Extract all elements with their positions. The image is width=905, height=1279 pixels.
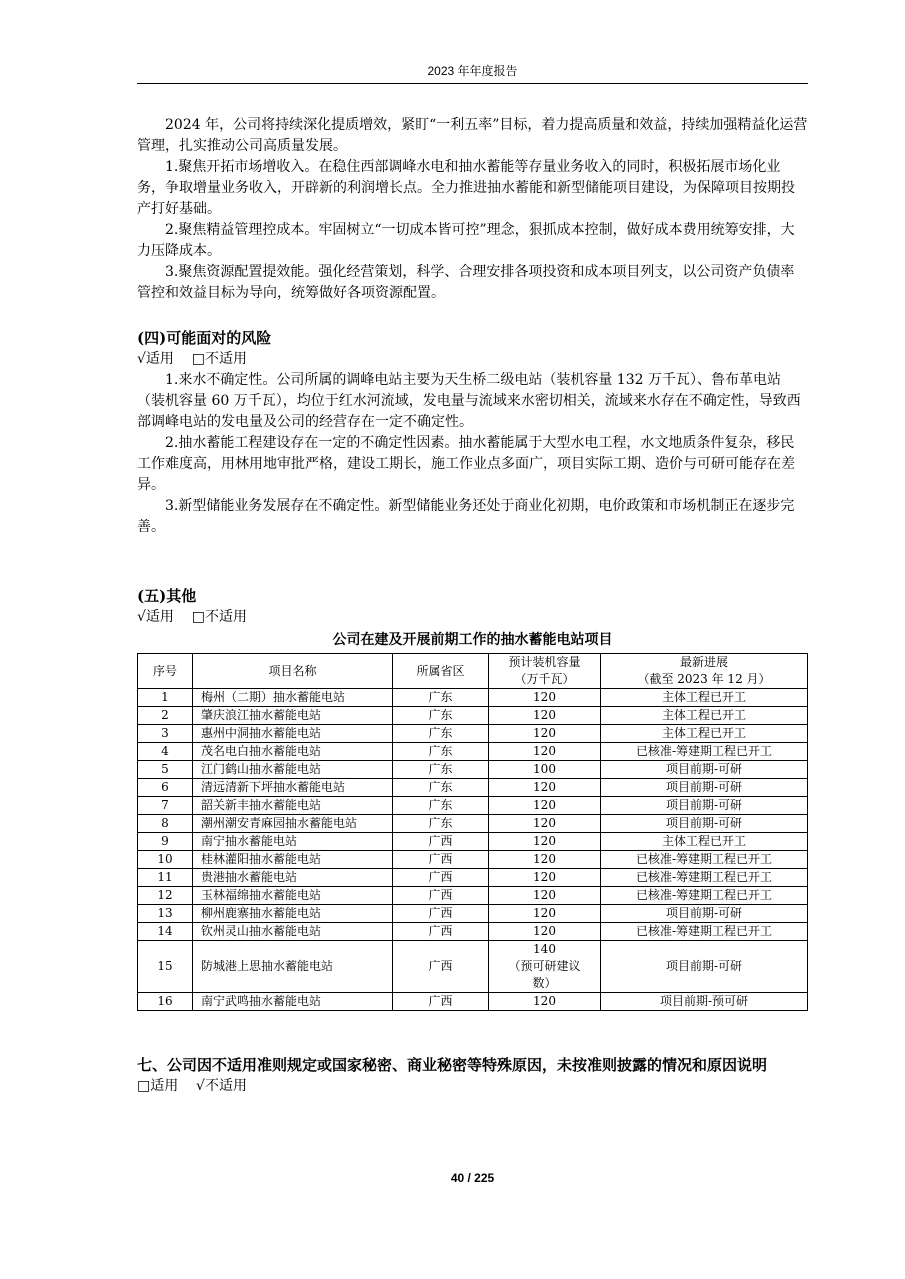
not-applicable-option: □不适用 <box>191 351 247 367</box>
cell-no: 14 <box>138 923 193 941</box>
table-row <box>138 869 808 887</box>
table-row <box>138 923 808 941</box>
cell-no: 4 <box>138 743 193 761</box>
cell-capacity: 120 <box>489 707 601 725</box>
cell-name: 桂林灌阳抽水蓄能电站 <box>193 851 393 869</box>
cell-name: 惠州中洞抽水蓄能电站 <box>193 725 393 743</box>
cell-name: 南宁武鸣抽水蓄能电站 <box>193 993 393 1011</box>
cell-progress: 已核准-筹建期工程已开工 <box>601 743 808 761</box>
cell-name: 韶关新丰抽水蓄能电站 <box>193 797 393 815</box>
cell-progress: 项目前期-可研 <box>601 761 808 779</box>
cell-name: 钦州灵山抽水蓄能电站 <box>193 923 393 941</box>
applicable-option: √适用 <box>137 609 174 625</box>
applicable-option: √适用 <box>137 351 174 367</box>
cell-capacity: 120 <box>489 851 601 869</box>
cell-province: 广西 <box>393 887 489 905</box>
undisclosed-section <box>137 1055 808 1097</box>
applicability-line <box>137 607 808 628</box>
section-heading: (四)可能面对的风险 <box>137 329 272 347</box>
cell-province: 广东 <box>393 815 489 833</box>
cell-province: 广西 <box>393 993 489 1011</box>
cell-capacity: 120 <box>489 905 601 923</box>
cell-province: 广西 <box>393 851 489 869</box>
header-capacity: 预计装机容量 （万千瓦） <box>489 654 601 689</box>
section-heading: 七、公司因不适用准则规定或国家秘密、商业秘密等特殊原因，未按准则披露的情况和原因说明 <box>137 1056 768 1074</box>
cell-capacity: 120 <box>489 797 601 815</box>
cell-name: 茂名电白抽水蓄能电站 <box>193 743 393 761</box>
cell-no: 12 <box>138 887 193 905</box>
applicable-option: □适用 <box>137 1078 179 1094</box>
cell-no: 2 <box>138 707 193 725</box>
cell-capacity: 120 <box>489 779 601 797</box>
table-row <box>138 689 808 707</box>
not-applicable-option: □不适用 <box>191 609 247 625</box>
cell-province: 广东 <box>393 707 489 725</box>
cell-progress: 已核准-筹建期工程已开工 <box>601 887 808 905</box>
pumped-storage-table <box>137 653 808 1011</box>
intro-section <box>137 115 808 304</box>
cell-province: 广西 <box>393 869 489 887</box>
cell-no: 13 <box>138 905 193 923</box>
cell-capacity: 120 <box>489 833 601 851</box>
cell-capacity: 120 <box>489 743 601 761</box>
table-title: 公司在建及开展前期工作的抽水蓄能电站项目 <box>332 632 613 648</box>
cell-no: 9 <box>138 833 193 851</box>
cell-capacity: 120 <box>489 923 601 941</box>
cell-province: 广西 <box>393 833 489 851</box>
cell-progress: 项目前期-可研 <box>601 905 808 923</box>
cell-province: 广西 <box>393 923 489 941</box>
cell-no: 11 <box>138 869 193 887</box>
section-heading: (五)其他 <box>137 587 197 605</box>
risk-paragraph: 1.来水不确定性。公司所属的调峰电站主要为天生桥二级电站（装机容量 132 万千瓦）、鲁布革电站（装机容量 60 万千瓦），均位于红水河流域，发电量与流域来水密切相关，流域来水存在不确定性，导致西部调峰电站的发电量及公司的经营存在一定不确定性。 <box>137 372 801 430</box>
table-row <box>138 941 808 993</box>
cell-no: 6 <box>138 779 193 797</box>
cell-capacity: 120 <box>489 689 601 707</box>
table-row <box>138 779 808 797</box>
cell-name: 南宁抽水蓄能电站 <box>193 833 393 851</box>
cell-progress: 主体工程已开工 <box>601 707 808 725</box>
cell-progress: 项目前期-可研 <box>601 779 808 797</box>
cell-no: 15 <box>138 941 193 993</box>
cell-progress: 已核准-筹建期工程已开工 <box>601 869 808 887</box>
cell-capacity <box>489 941 601 993</box>
cell-province: 广西 <box>393 941 489 993</box>
cell-progress: 主体工程已开工 <box>601 833 808 851</box>
cell-name: 清远清新下坪抽水蓄能电站 <box>193 779 393 797</box>
cell-capacity: 120 <box>489 725 601 743</box>
cell-name: 潮州潮安青麻园抽水蓄能电站 <box>193 815 393 833</box>
table-row <box>138 707 808 725</box>
cell-name: 梅州（二期）抽水蓄能电站 <box>193 689 393 707</box>
applicability-line <box>137 1076 808 1097</box>
cell-province: 广东 <box>393 761 489 779</box>
cell-province: 广东 <box>393 689 489 707</box>
risk-paragraph: 2.抽水蓄能工程建设存在一定的不确定性因素。抽水蓄能属于大型水电工程，水文地质条件复杂，移民工作难度高，用林用地审批严格，建设工期长，施工作业点多面广，项目实际工期、造价与可研可能存在差异。 <box>137 435 795 493</box>
table-row <box>138 851 808 869</box>
cell-name: 防城港上思抽水蓄能电站 <box>193 941 393 993</box>
cell-progress: 主体工程已开工 <box>601 689 808 707</box>
table-row <box>138 815 808 833</box>
cell-name: 江门鹤山抽水蓄能电站 <box>193 761 393 779</box>
intro-paragraph: 1.聚焦开拓市场增收入。在稳住西部调峰水电和抽水蓄能等存量业务收入的同时，积极拓展市场化业务，争取增量业务收入，开辟新的利润增长点。全力推进抽水蓄能和新型储能项目建设，为保障项目按期投产打好基础。 <box>137 159 795 217</box>
risk-section <box>137 328 808 538</box>
cell-no: 7 <box>138 797 193 815</box>
cell-province: 广东 <box>393 779 489 797</box>
cell-capacity: 120 <box>489 993 601 1011</box>
cell-province: 广东 <box>393 743 489 761</box>
cell-progress: 已核准-筹建期工程已开工 <box>601 923 808 941</box>
intro-paragraph: 2.聚焦精益管理控成本。牢固树立“一切成本皆可控”理念，狠抓成本控制，做好成本费用统筹安排，大力压降成本。 <box>137 222 795 259</box>
table-row <box>138 761 808 779</box>
intro-paragraph: 3.聚焦资源配置提效能。强化经营策划，科学、合理安排各项投资和成本项目列支，以公司资产负债率管控和效益目标为导向，统筹做好各项资源配置。 <box>137 264 795 301</box>
cell-no: 1 <box>138 689 193 707</box>
cell-progress: 项目前期-可研 <box>601 815 808 833</box>
capacity-line: （预可研建议 <box>508 959 581 973</box>
page-number: 40 / 225 <box>450 1171 495 1185</box>
cell-province: 广东 <box>393 725 489 743</box>
cell-no: 10 <box>138 851 193 869</box>
applicability-line <box>137 349 808 370</box>
cell-no: 8 <box>138 815 193 833</box>
cell-progress: 项目前期-预可研 <box>601 993 808 1011</box>
header-name: 项目名称 <box>193 654 393 689</box>
cell-province: 广西 <box>393 905 489 923</box>
cell-progress: 主体工程已开工 <box>601 725 808 743</box>
risk-paragraph: 3.新型储能业务发展存在不确定性。新型储能业务还处于商业化初期，电价政策和市场机制正在逐步完善。 <box>137 498 795 535</box>
table-row <box>138 887 808 905</box>
cell-name: 柳州鹿寨抽水蓄能电站 <box>193 905 393 923</box>
header-progress: 最新进展 （截至 2023 年 12 月） <box>601 654 808 689</box>
table-row <box>138 743 808 761</box>
cell-province: 广东 <box>393 797 489 815</box>
other-section <box>137 586 808 1011</box>
cell-no: 16 <box>138 993 193 1011</box>
cell-capacity: 120 <box>489 869 601 887</box>
header-province: 所属省区 <box>393 654 489 689</box>
table-row <box>138 797 808 815</box>
intro-paragraph: 2024 年，公司将持续深化提质增效，紧盯“一利五率”目标，着力提高质量和效益，持续加强精益化运营管理，扎实推动公司高质量发展。 <box>137 117 808 154</box>
cell-no: 3 <box>138 725 193 743</box>
table-row <box>138 725 808 743</box>
cell-capacity: 100 <box>489 761 601 779</box>
cell-progress: 项目前期-可研 <box>601 941 808 993</box>
cell-capacity: 120 <box>489 815 601 833</box>
cell-progress: 已核准-筹建期工程已开工 <box>601 851 808 869</box>
table-row <box>138 993 808 1011</box>
header-divider <box>137 83 808 84</box>
cell-capacity: 120 <box>489 887 601 905</box>
page-header: 2023 年年度报告 <box>427 64 518 78</box>
table-header-row <box>138 654 808 689</box>
table-row <box>138 905 808 923</box>
main-content <box>137 115 808 1097</box>
cell-no: 5 <box>138 761 193 779</box>
header-no: 序号 <box>138 654 193 689</box>
cell-name: 玉林福绵抽水蓄能电站 <box>193 887 393 905</box>
cell-name: 肇庆浪江抽水蓄能电站 <box>193 707 393 725</box>
capacity-line: 数） <box>532 976 557 990</box>
cell-name: 贵港抽水蓄能电站 <box>193 869 393 887</box>
capacity-line: 140 <box>533 942 556 956</box>
table-row <box>138 833 808 851</box>
not-applicable-option: √不适用 <box>196 1078 247 1094</box>
cell-progress: 项目前期-可研 <box>601 797 808 815</box>
